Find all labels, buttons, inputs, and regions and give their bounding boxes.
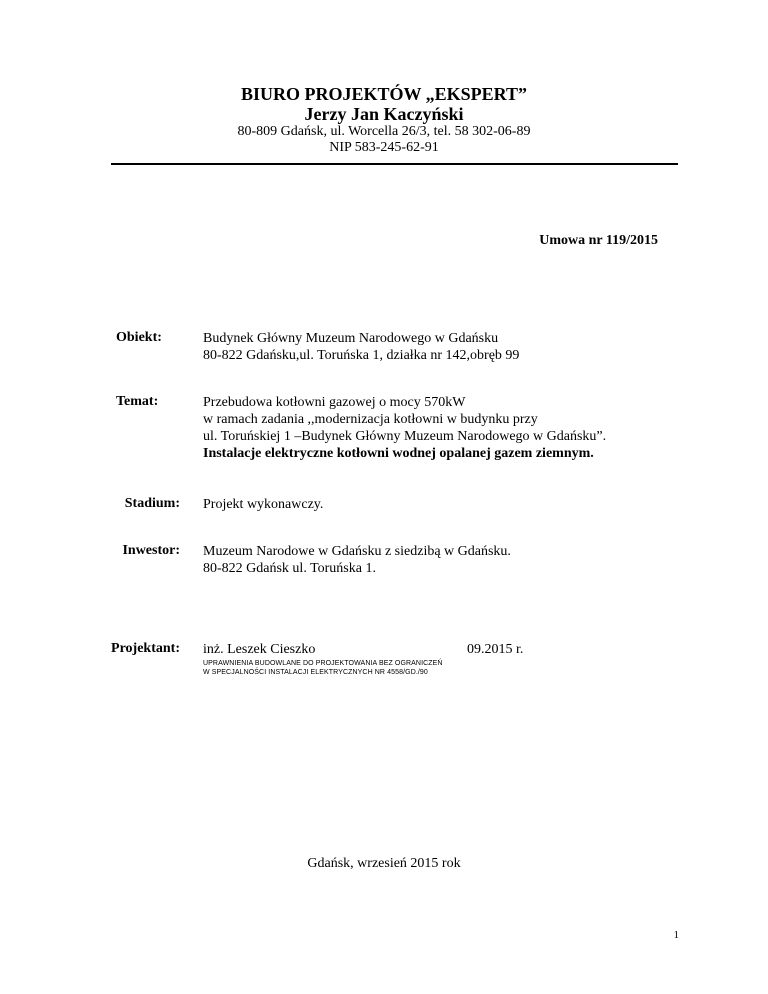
obiekt-line-2: 80-822 Gdańsku,ul. Toruńska 1, działka nr 142,obręb 99 — [203, 348, 520, 363]
page-number: 1 — [673, 929, 679, 941]
projektant-label: Projektant: — [111, 641, 180, 656]
temat-line-4: Instalacje elektryczne kotłowni wodnej opalanej gazem ziemnym. — [203, 446, 594, 461]
stadium-value: Projekt wykonawczy. — [203, 497, 324, 512]
projektant-license — [203, 659, 443, 677]
obiekt-value — [203, 330, 519, 364]
inwestor-line-2: 80-822 Gdańsk ul. Toruńska 1. — [203, 561, 376, 576]
company-address: 80-809 Gdańsk, ul. Worcella 26/3, tel. 58 302-06-89 — [237, 124, 531, 139]
license-line-2: W SPECJALNOŚCI INSTALACJI ELEKTRYCZNYCH NR 4558/GD./90 — [203, 669, 428, 676]
company-nip: NIP 583-245-62-91 — [329, 140, 439, 155]
temat-line-2: w ramach zadania ,,modernizacja kotłowni w budynku przy — [203, 412, 538, 427]
projektant-name: inż. Leszek Cieszko — [203, 642, 316, 657]
projektant-date: 09.2015 r. — [467, 642, 524, 657]
temat-label: Temat: — [116, 394, 159, 409]
company-name: BIURO PROJEKTÓW „EKSPERT” — [240, 84, 528, 104]
obiekt-label: Obiekt: — [116, 330, 162, 345]
obiekt-line-1: Budynek Główny Muzeum Narodowego w Gdańsku — [203, 331, 499, 346]
contract-number: Umowa nr 119/2015 — [539, 233, 658, 248]
temat-line-1: Przebudowa kotłowni gazowej o mocy 570kW — [203, 395, 466, 410]
inwestor-label: Inwestor: — [122, 543, 180, 558]
place-and-date: Gdańsk, wrzesień 2015 rok — [307, 856, 461, 871]
temat-value — [203, 394, 606, 462]
temat-line-3: ul. Toruńskiej 1 –Budynek Główny Muzeum Narodowego w Gdańsku”. — [203, 429, 607, 444]
inwestor-value — [203, 543, 511, 577]
inwestor-line-1: Muzeum Narodowe w Gdańsku z siedzibą w Gdańsku. — [203, 544, 511, 559]
header-divider — [111, 163, 678, 165]
owner-name: Jerzy Jan Kaczyński — [304, 104, 464, 124]
license-line-1: UPRAWNIENIA BUDOWLANE DO PROJEKTOWANIA BEZ OGRANICZEŃ — [203, 660, 443, 667]
stadium-label: Stadium: — [124, 496, 180, 511]
